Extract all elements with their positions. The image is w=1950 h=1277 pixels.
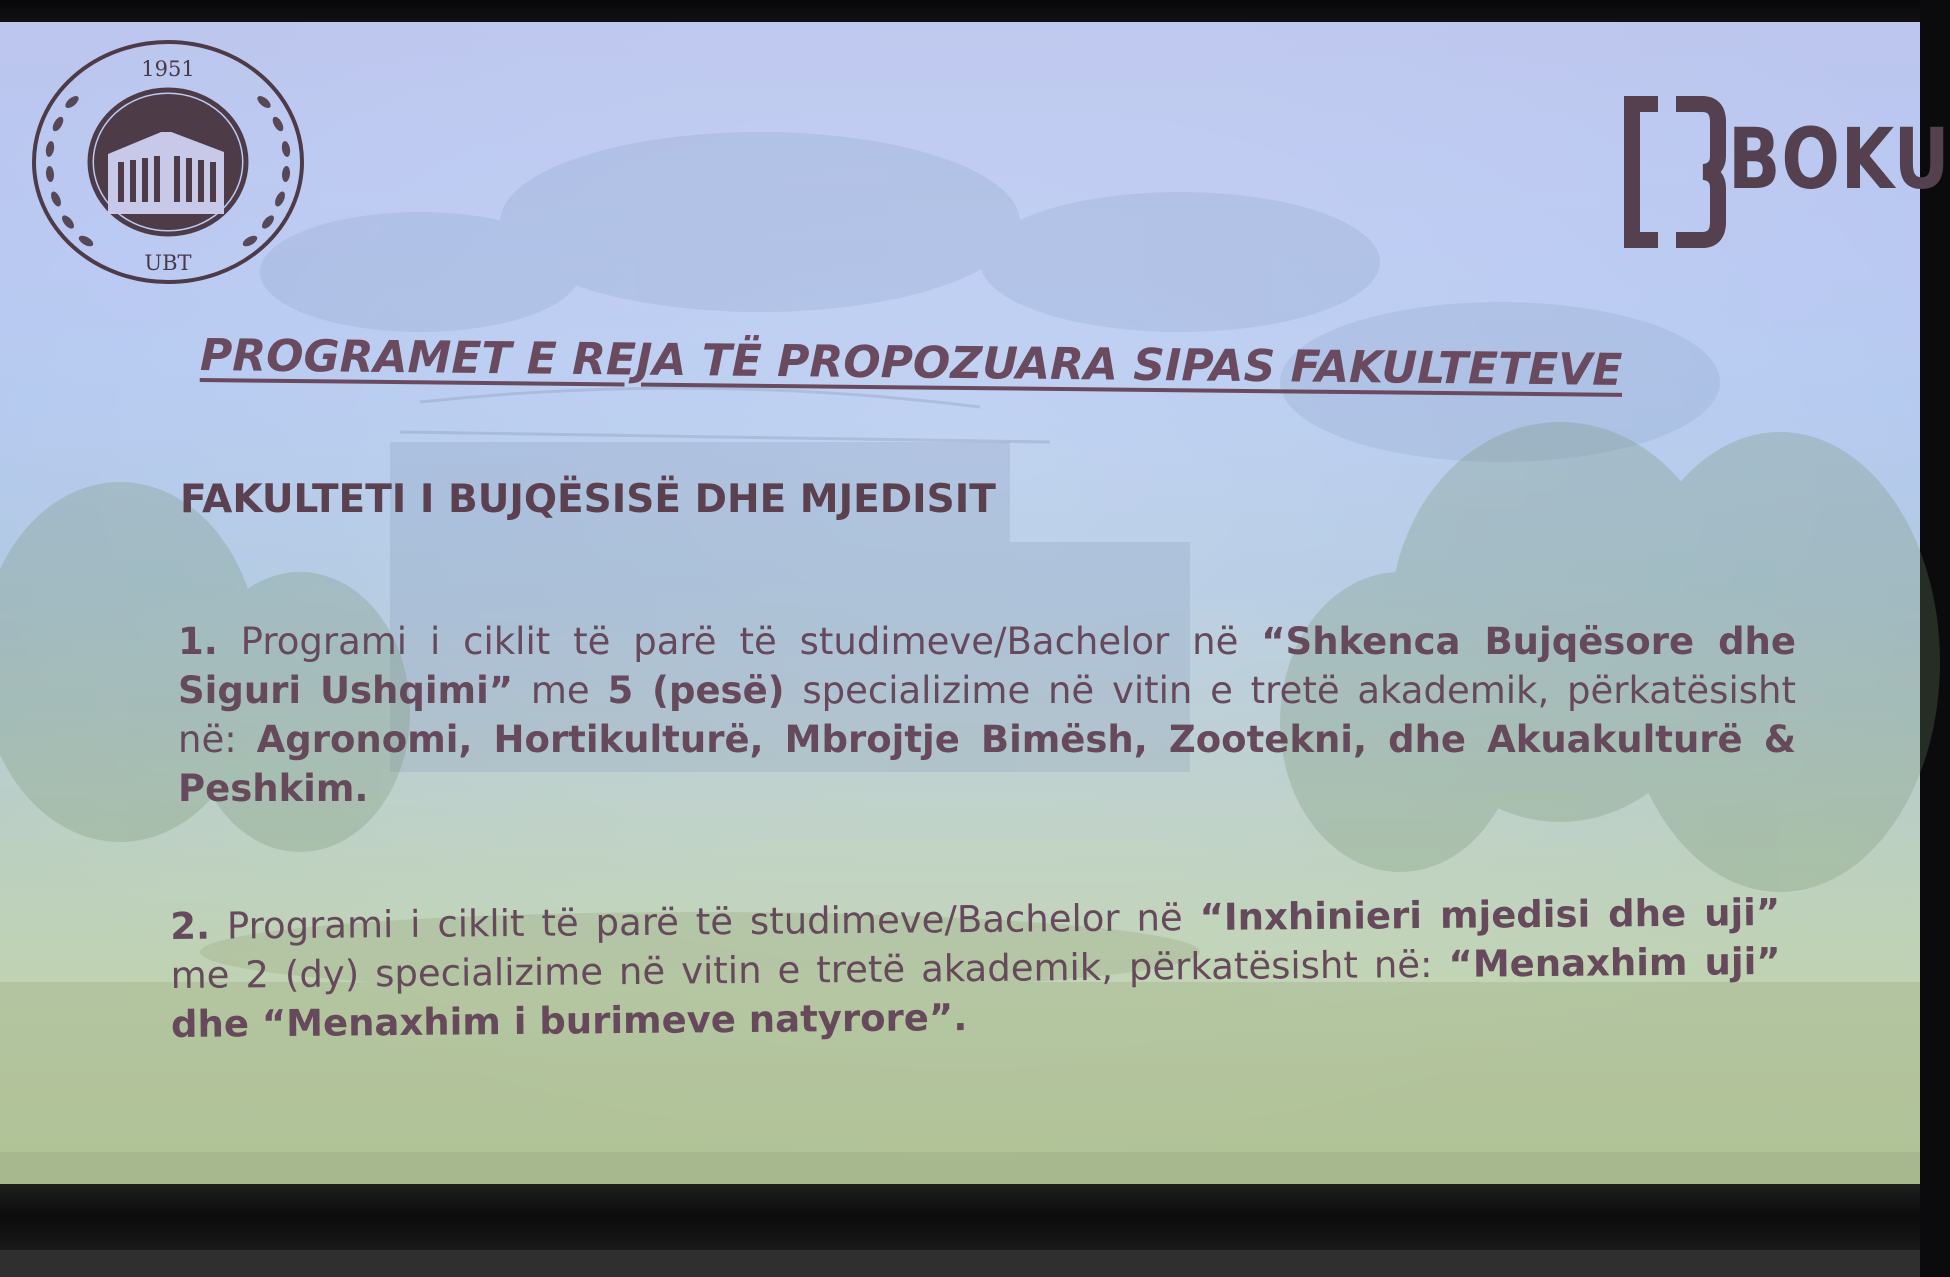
item-1-program-name: “Shkenca Bujqësore dhe Siguri Ushqimi” — [178, 620, 1796, 712]
item-1-with: me — [513, 669, 608, 712]
projection-screen — [0, 22, 1950, 1184]
item-2-intro: Programi i ciklit të parë të studimeve/Bachelor në — [209, 896, 1200, 948]
item-1-count: 5 (pesë) — [607, 669, 785, 712]
program-item-1 — [178, 617, 1796, 813]
item-1-intro: Programi i ciklit të parë të studimeve/Bachelor në — [217, 620, 1262, 663]
item-2-conjunction: dhe — [170, 1002, 263, 1046]
item-2-end: . — [953, 996, 968, 1040]
boku-wordmark: BOKU — [1728, 110, 1950, 208]
item-2-middle: me 2 (dy) specializime në vitin e tretë akademik, përkatësisht në: — [170, 942, 1449, 997]
boku-bracket-mark — [1618, 82, 1728, 262]
item-2-spec-2: “Menaxhim i burimeve natyrore” — [261, 996, 954, 1046]
item-2-program-name: “Inxhinieri mjedisi dhe uji” — [1199, 890, 1781, 940]
boku-logo — [1618, 82, 1950, 262]
seal-abbreviation: UBT — [144, 251, 192, 275]
seal-year: 1951 — [141, 57, 195, 81]
faculty-heading: FAKULTETI I BUJQËSISË DHE MJEDISIT — [180, 477, 996, 522]
item-1-middle: specializime në vitin e tretë akademik, përkatësisht në: — [178, 669, 1796, 761]
item-2-spec-1: “Menaxhim uji” — [1448, 939, 1781, 986]
slide-title: PROGRAMET E REJA TË PROPOZUARA SIPAS FAKULTETEVE — [199, 330, 1623, 396]
program-item-2 — [170, 888, 1781, 1049]
item-2-number: 2. — [170, 904, 211, 948]
ubt-university-seal — [28, 34, 318, 289]
stage-edge — [0, 1250, 1920, 1277]
item-1-specializations: Agronomi, Hortikulturë, Mbrojtje Bimësh, Zootekni, dhe Akuakulturë & Peshkim. — [178, 718, 1796, 810]
item-1-number: 1. — [178, 620, 218, 663]
